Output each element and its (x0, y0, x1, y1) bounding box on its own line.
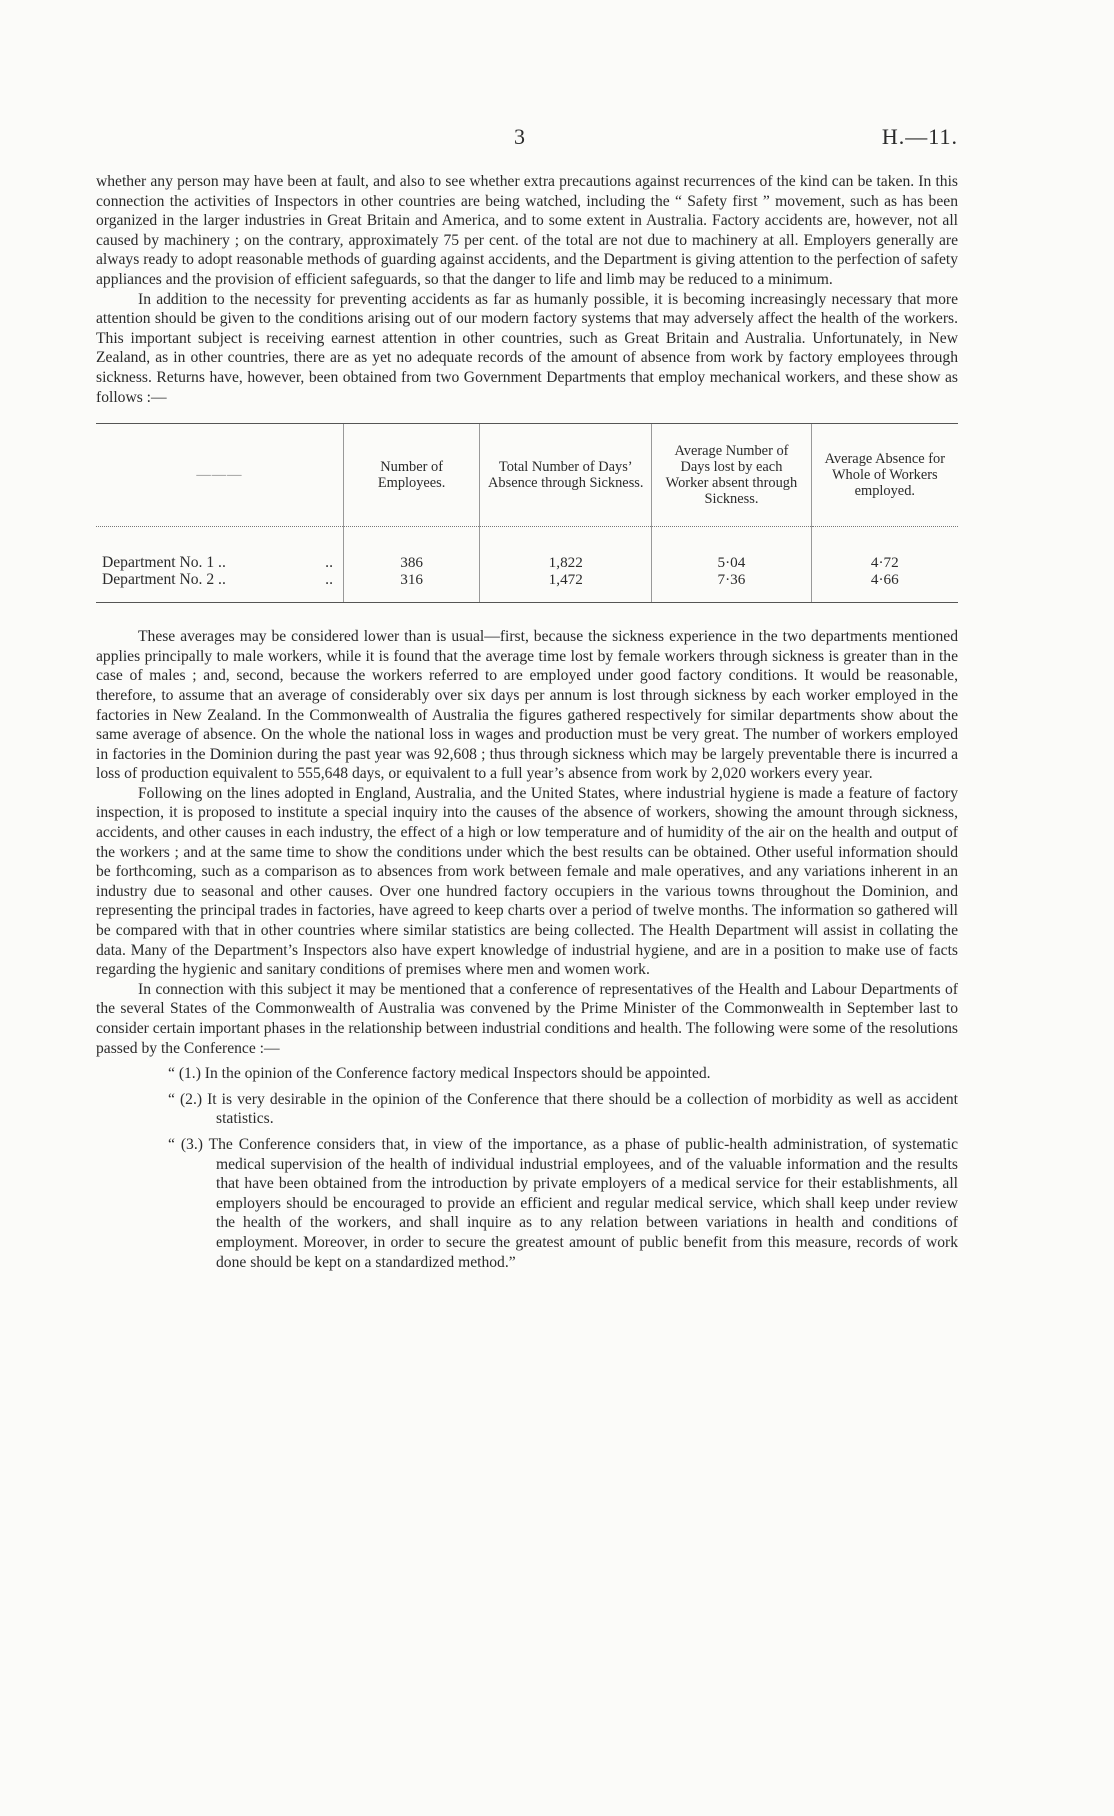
paragraph-health-conditions: In addition to the necessity for preventing accidents as far as humanly possible, it is becoming increasingly necessary that more attention should be given to the conditions arising out of our modern factory systems that may adversely affect the health of the workers. This important subject is receiving earnest attention in other countries, such as Great Britain and Australia. Unfortunately, in New Zealand, as in other countries, there are as yet no adequate records of the amount of absence from work by factory employees through sickness. Returns have, however, been obtained from two Government Departments that employ mechanical workers, and these show as follows :— (96, 290, 958, 406)
cell-avg-per-absent: 7·36 (652, 572, 811, 603)
table-spacer-row (96, 527, 958, 554)
cell-avg-all: 4·66 (811, 572, 958, 603)
row-label: Department No. 1 .. .. (102, 553, 333, 571)
page-number: 3 (514, 124, 525, 149)
document-reference: H.—11. (881, 124, 958, 149)
resolutions-list (96, 1064, 958, 1272)
cell-employees: 386 (343, 553, 479, 572)
page-header (96, 124, 958, 158)
paragraph-special-inquiry: Following on the lines adopted in England, Australia, and the United States, where industrial hygiene is made a feature of factory inspection, it is proposed to institute a special inquiry into the causes of the absence of workers, showing the amount through sickness, accidents, and other causes in each industry, the effect of a high or low temperature and of humidity of the air on the health and output of the workers ; and at the same time to show the conditions under which the best results can be obtained. Other useful information should be forthcoming, such as a comparison as to absences from work between female and male operatives, and any variations inherent in an industry due to seasonal and other causes. Over one hundred factory occupiers in the various towns throughout the Dominion, and representing the principal trades in factories, have agreed to keep charts over a period of twelve months. The information so gathered will be compared with that in other countries where similar statistics are being collected. The Health Department will assist in collating the data. Many of the Department’s Inspectors also have expert knowledge of industrial hygiene, and are in a position to make use of facts regarding the hygienic and sanitary conditions of premises where men and women work. (96, 784, 958, 979)
paragraph-conference: In connection with this subject it may be mentioned that a conference of representatives of the Health and Labour Departments of the several States of the Commonwealth of Australia was convened by the Prime Minister of the Commonwealth in September last to consider certain important phases in the relationship between industrial conditions and health. The following were some of the resolutions passed by the Conference :— (96, 980, 958, 1057)
resolution-item: “ (2.) It is very desirable in the opinion of the Conference that there should be a collection of morbidity as well as accident statistics. (168, 1090, 958, 1128)
header-avg-per-absent: Average Number of Days lost by each Worker absent through Sickness. (652, 424, 811, 527)
header-avg-all: Average Absence for Whole of Workers employed. (811, 424, 958, 527)
paragraph-averages: These averages may be considered lower than is usual—first, because the sickness experience in the two departments mentioned applies principally to male workers, while it is found that the average time lost by female workers through sickness is greater than in the case of males ; and, second, because the workers referred to are employed under good factory conditions. It would be reasonable, therefore, to assume that an average of considerably over six days per annum is lost through sickness by each worker employed in the factories in New Zealand. In the Commonwealth of Australia the figures gathered respectively for similar departments show about the same average of absence. On the whole the national loss in wages and production must be very great. The number of workers employed in factories in the Dominion during the past year was 92,608 ; thus through sickness which may be largely preventable there is incurred a loss of production equivalent to 555,648 days, or equivalent to a full year’s absence from work by 2,020 workers every year. (96, 628, 958, 783)
resolution-item: “ (3.) The Conference considers that, in view of the importance, as a phase of public-health administration, of systematic medical supervision of the health of individual industrial employees, and of the valuable information and the results that have been obtained from the introduction by private employers of a medical service for their establishments, all employers should be encouraged to provide an efficient and regular medical service, which shall keep under review the health of the workers, and shall inquire as to any relation between variations in health and conditions of employment. Moreover, in order to secure the greatest amount of public benefit from this measure, records of work done should be kept on a standardized method.” (168, 1135, 958, 1271)
cell-employees: 316 (343, 572, 479, 603)
table-row (96, 553, 958, 572)
resolution-item: “ (1.) In the opinion of the Conference factory medical Inspectors should be appointed. (168, 1065, 711, 1083)
table-header-row (96, 424, 958, 527)
table-stub-header: ——— (96, 424, 343, 527)
sickness-absence-table (96, 423, 958, 603)
cell-days-absence: 1,472 (480, 572, 652, 603)
header-employees: Number of Employees. (343, 424, 479, 527)
paragraph-continuation: whether any person may have been at fault, and also to see whether extra precautions against recurrences of the kind can be taken. In this connection the activities of Inspectors in other countries are being watched, including the “ Safety first ” movement, such as has been organized in the larger industries in Great Britain and America, and to some extent in Australia. Factory accidents are, however, not all caused by machinery ; on the contrary, approximately 75 per cent. of the total are not due to machinery at all. Employers generally are always ready to adopt reasonable methods of guarding against accidents, and the Department is giving attention to the perfection of safety appliances and the provision of efficient safeguards, so that the danger to life and limb may be reduced to a minimum. (96, 173, 958, 288)
cell-days-absence: 1,822 (480, 553, 652, 572)
body-text (96, 172, 958, 1278)
sickness-table-wrapper (96, 423, 958, 603)
header-total-days: Total Number of Days’ Absence through Sickness. (480, 424, 652, 527)
table-row (96, 572, 958, 603)
row-label: Department No. 2 .. .. (96, 572, 343, 603)
cell-avg-all: 4·72 (811, 553, 958, 572)
cell-avg-per-absent: 5·04 (652, 553, 811, 572)
